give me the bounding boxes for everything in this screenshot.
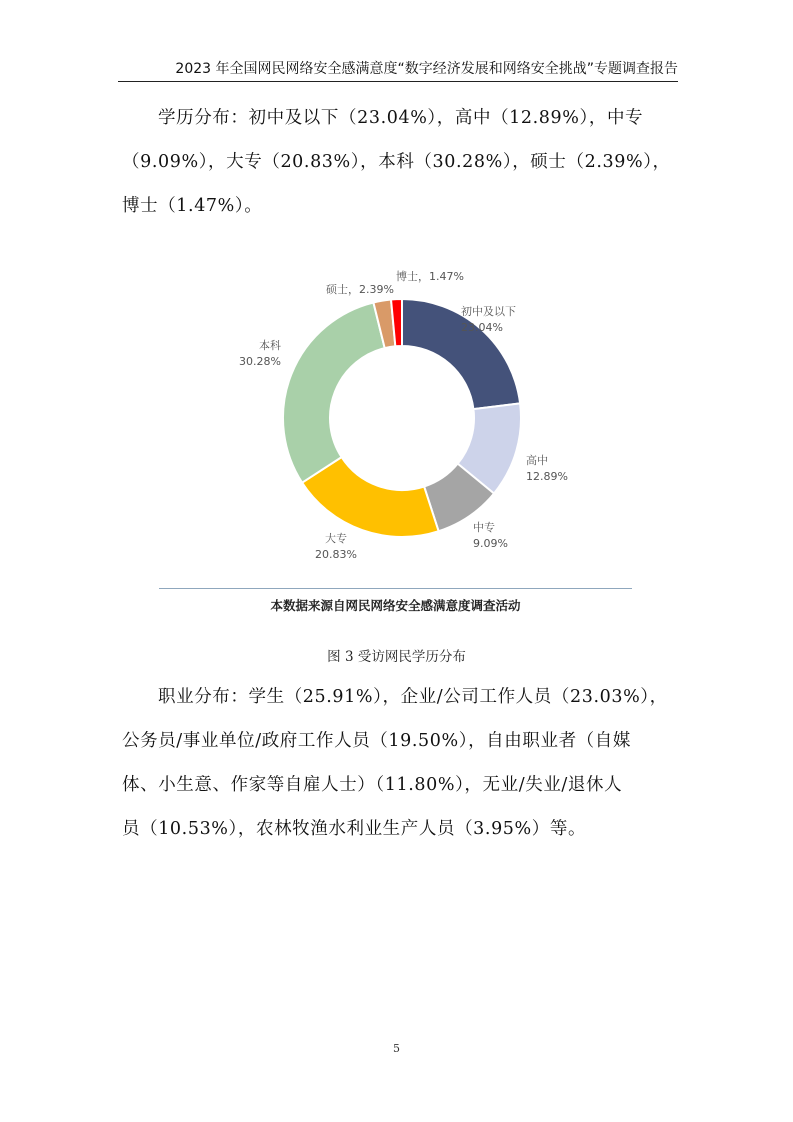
paragraph-line: 博士（1.47%）。 <box>122 196 263 216</box>
occupation-paragraph <box>122 675 682 851</box>
paragraph-line: 员（10.53%），农林牧渔水利业生产人员（3.95%）等。 <box>122 819 587 839</box>
slice-label: 中专 9.09% <box>473 521 508 550</box>
figure-caption: 图 3 受访网民学历分布 <box>327 649 466 665</box>
paragraph-line: 公务员/事业单位/政府工作人员（19.50%），自由职业者（自媒 <box>122 731 631 751</box>
slice-label: 本科 30.28% <box>239 339 281 368</box>
slice-label: 大专 20.83% <box>315 532 357 561</box>
paragraph-line: （9.09%），大专（20.83%），本科（30.28%），硕士（2.39%）， <box>122 152 671 172</box>
slice-label: 高中 12.89% <box>526 454 568 483</box>
report-header-title: 2023 年全国网民网络安全感满意度“数字经济发展和网络安全挑战”专题调查报告 <box>175 61 678 77</box>
slice-label: 博士，1.47% <box>396 270 464 283</box>
source-divider <box>159 588 632 589</box>
paragraph-line: 体、小生意、作家等自雇人士）（11.80%），无业/失业/退休人 <box>122 775 623 795</box>
data-source-note: 本数据来源自网民网络安全感满意度调查活动 <box>270 598 521 613</box>
paragraph-line: 学历分布：初中及以下（23.04%），高中（12.89%），中专 <box>158 108 644 128</box>
page-number: 5 <box>393 1042 400 1055</box>
donut-slice <box>283 302 385 482</box>
paragraph-line: 职业分布：学生（25.91%），企业/公司工作人员（23.03%）， <box>158 687 668 707</box>
donut-chart-svg <box>151 249 643 620</box>
header-divider <box>118 81 678 82</box>
education-paragraph <box>122 96 682 228</box>
education-donut-chart <box>151 249 643 620</box>
slice-label: 硕士，2.39% <box>326 283 394 296</box>
slice-label: 初中及以下 23.04% <box>461 305 516 334</box>
